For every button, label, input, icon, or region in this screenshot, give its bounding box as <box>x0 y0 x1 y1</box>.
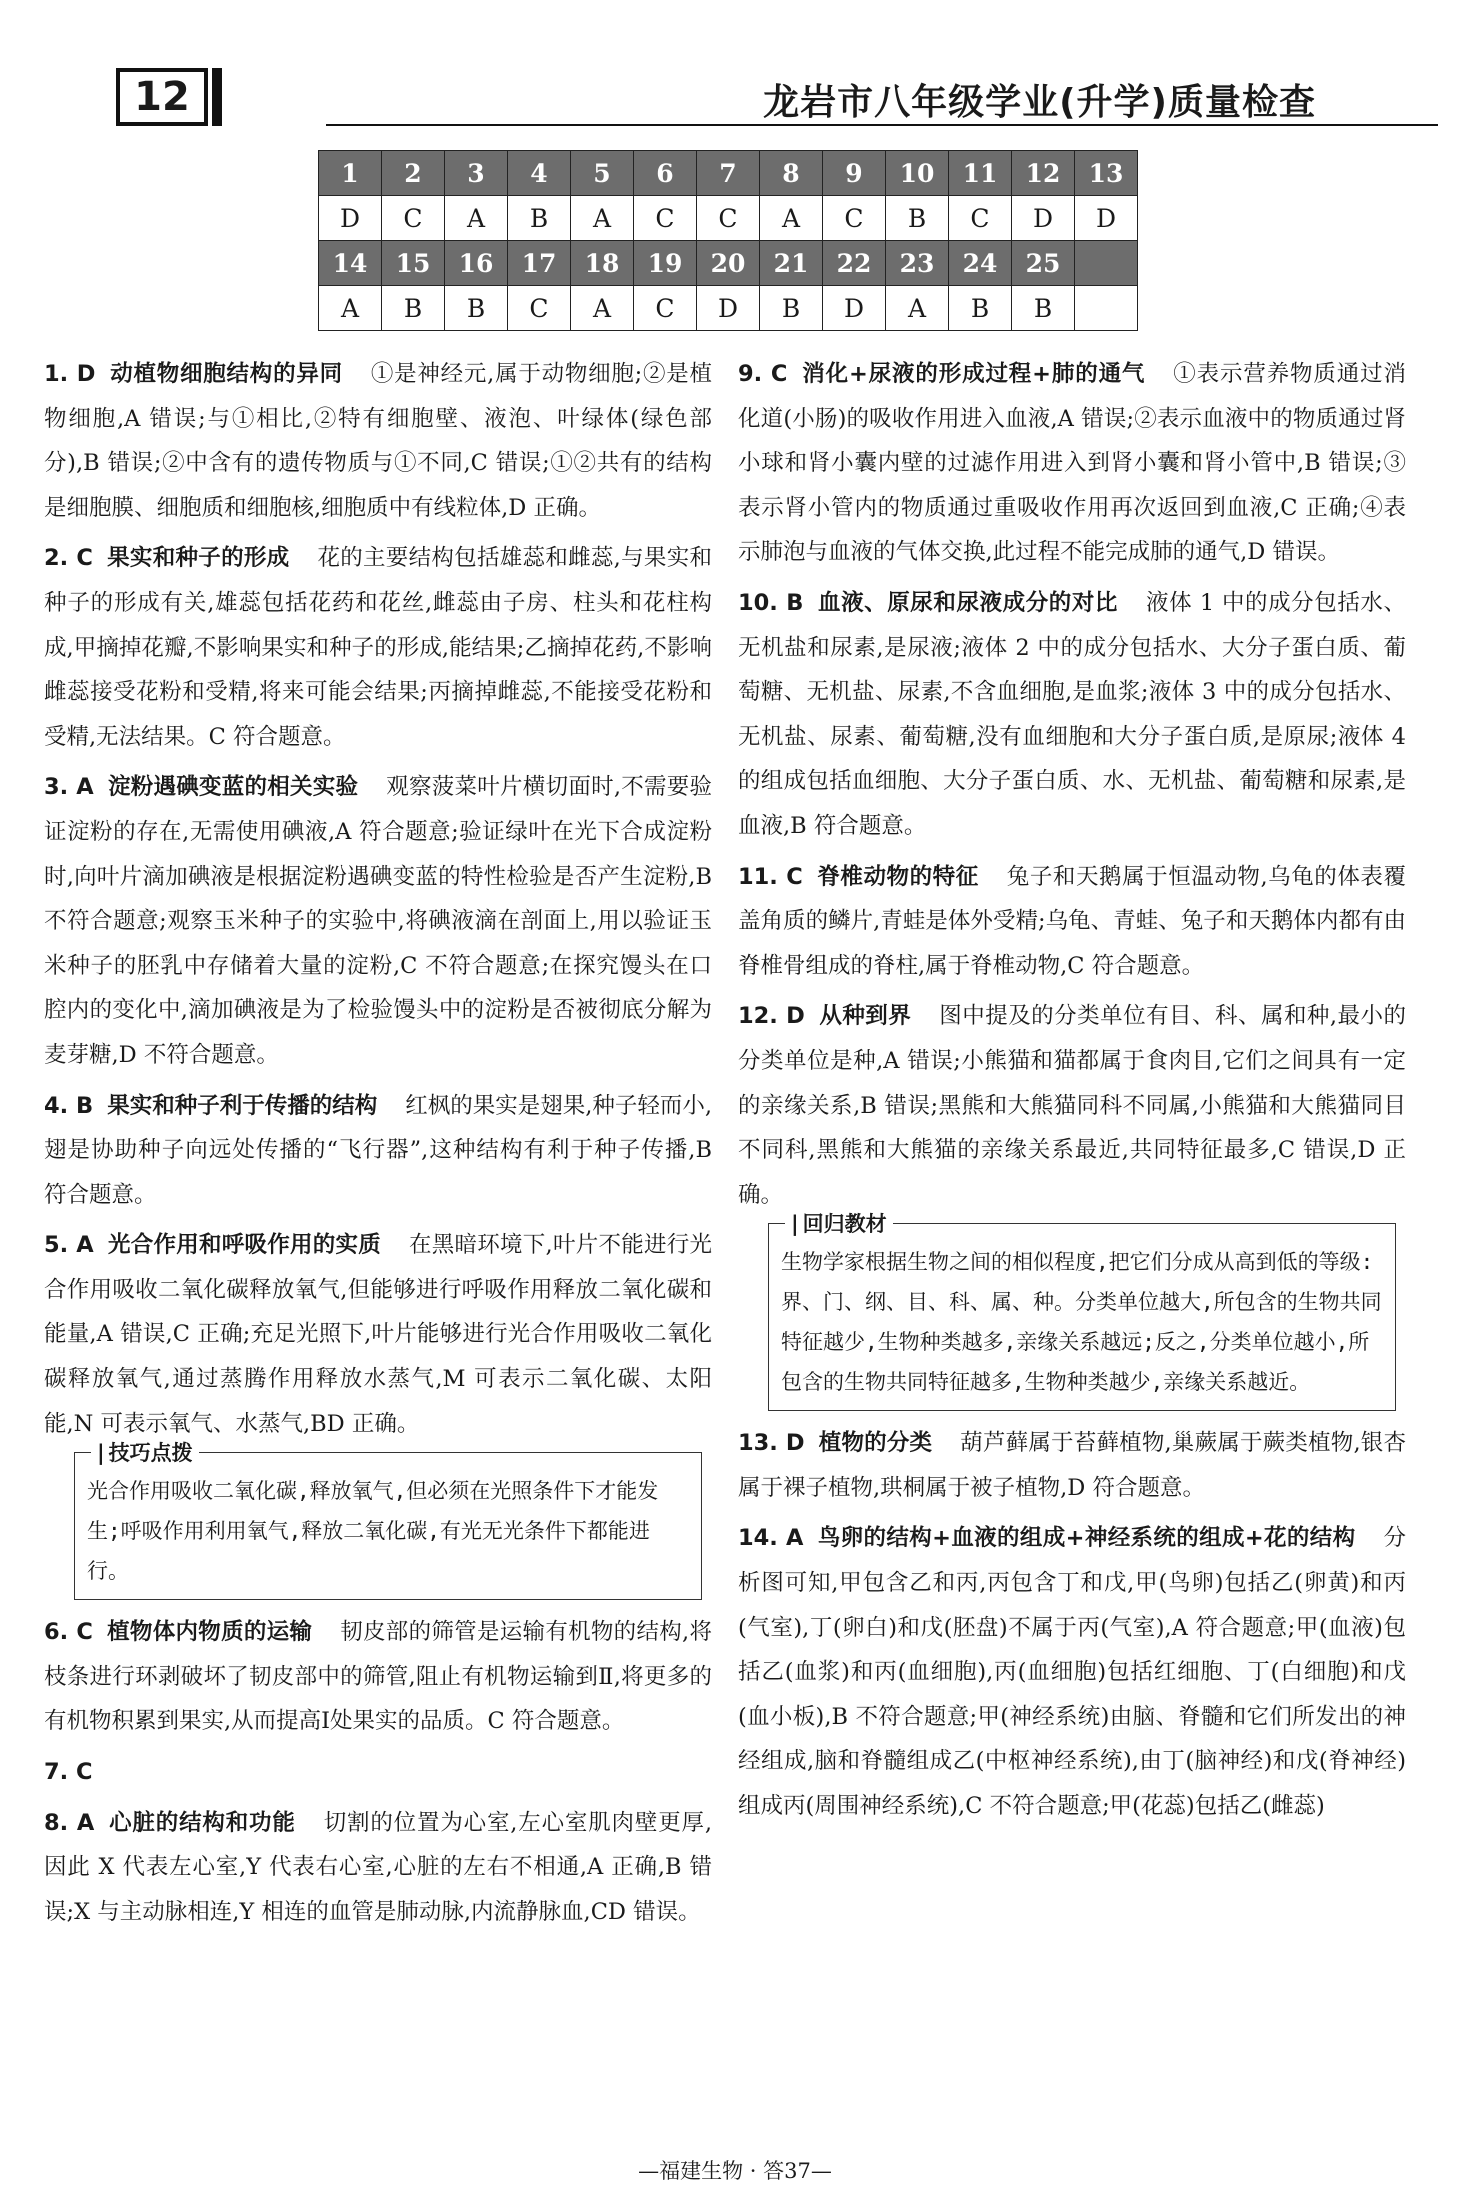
answer-cell: 6 <box>634 151 697 196</box>
answer-cell: 22 <box>823 241 886 286</box>
box-text: 生物学家根据生物之间的相似程度,把它们分成从高到低的等级:界、门、纲、目、科、属、种。分类单位越大,所包含的生物共同特征越少,生物种类越多,亲缘关系越远;反之,分类单位越小,所包含的生物共同特征越多,生物种类越少,亲缘关系越近。 <box>781 1250 1382 1395</box>
answer-explanation <box>738 994 1406 1217</box>
question-number: 4. B <box>44 1092 94 1119</box>
answer-cell: B <box>1012 286 1075 331</box>
knowledge-point: 血液、原尿和尿液成分的对比 <box>817 589 1119 616</box>
answer-cell: 7 <box>697 151 760 196</box>
question-number: 10. B <box>738 589 804 616</box>
answer-cell: 25 <box>1012 241 1075 286</box>
question-number: 13. D <box>738 1430 805 1457</box>
answer-cell: 12 <box>1012 151 1075 196</box>
section-number-bar <box>212 68 222 126</box>
box-title: | 技巧点拨 <box>91 1437 199 1467</box>
answer-cell: 17 <box>508 241 571 286</box>
tip-box <box>74 1441 702 1600</box>
question-number: 14. A <box>738 1525 804 1552</box>
right-column <box>738 352 1406 1835</box>
knowledge-point: 心脏的结构和功能 <box>108 1809 296 1836</box>
answer-cell: D <box>1012 196 1075 241</box>
answer-cell: C <box>634 196 697 241</box>
answer-row-numbers-2 <box>319 241 1138 286</box>
answer-cell: C <box>697 196 760 241</box>
answer-explanation <box>44 1750 712 1795</box>
answer-cell: 15 <box>382 241 445 286</box>
answer-explanation <box>738 1516 1406 1828</box>
header-rule <box>326 124 1438 126</box>
knowledge-point: 光合作用和呼吸作用的实质 <box>107 1232 382 1259</box>
answer-cell: A <box>571 286 634 331</box>
box-title: | 回归教材 <box>785 1208 893 1238</box>
knowledge-point: 植物体内物质的运输 <box>106 1619 313 1646</box>
question-number: 12. D <box>738 1003 805 1030</box>
question-number: 2. C <box>44 545 93 572</box>
answer-cell: A <box>760 196 823 241</box>
answer-cell: B <box>886 196 949 241</box>
explanation-text: ①表示营养物质通过消化道(小肠)的吸收作用进入血液,A 错误;②表示血液中的物质通过肾小球和肾小囊内壁的过滤作用进入到肾小囊和肾小管中,B 错误;③表示肾小管内的物质通过重吸收作用再次返回到血液,C 正确;④表示肺泡与血液的气体交换,此过程不能完成肺的通气,D 错误。 <box>738 361 1406 566</box>
answer-cell <box>1075 286 1138 331</box>
answer-cell: 20 <box>697 241 760 286</box>
question-number: 9. C <box>738 361 788 387</box>
answer-explanation <box>44 1223 712 1446</box>
answer-cell: 18 <box>571 241 634 286</box>
answer-explanation <box>44 765 712 1077</box>
answer-cell: B <box>508 196 571 241</box>
answer-cell: 8 <box>760 151 823 196</box>
answer-cell: A <box>886 286 949 331</box>
answer-explanation <box>738 352 1406 575</box>
answer-row-answers-1 <box>319 196 1138 241</box>
explanation-text: 分析图可知,甲包含乙和丙,丙包含丁和戊,甲(鸟卵)包括乙(卵黄)和丙(气室),丁(卵白)和戊(胚盘)不属于丙(气室),A 符合题意;甲(血液)包括乙(血浆)和丙(血细胞),丙(血细胞)包括红细胞、丁(白细胞)和戊(血小板),B 不符合题意;甲(神经系统)由脑、脊髓和它们所发出的神经组成,脑和脊髓组成乙(中枢神经系统),由丁(脑神经)和戊(脊神经)组成丙(周围神经系统),C 不符合题意;甲(花蕊)包括乙(雌蕊) <box>738 1525 1406 1820</box>
answer-cell: B <box>382 286 445 331</box>
answer-table <box>318 150 1138 331</box>
section-number: 12 <box>134 74 190 120</box>
answer-cell: 24 <box>949 241 1012 286</box>
answer-cell: D <box>1075 196 1138 241</box>
answer-explanation <box>44 1801 712 1935</box>
answer-cell: A <box>571 196 634 241</box>
answer-cell: 1 <box>319 151 382 196</box>
answer-explanation <box>738 581 1406 849</box>
knowledge-point: 果实和种子利于传播的结构 <box>107 1092 378 1119</box>
answer-explanation <box>738 1421 1406 1510</box>
explanation-text: 韧皮部的筛管是运输有机物的结构,将枝条进行环剥破坏了韧皮部中的筛管,阻止有机物运输到Ⅱ,将更多的有机物积累到果实,从而提高Ⅰ处果实的品质。C 符合题意。 <box>44 1619 712 1735</box>
answer-cell: 13 <box>1075 151 1138 196</box>
section-number-box <box>116 68 208 126</box>
knowledge-point: 动植物细胞结构的异同 <box>109 361 343 387</box>
explanation-text: 观察菠菜叶片横切面时,不需要验证淀粉的存在,无需使用碘液,A 符合题意;验证绿叶在光下合成淀粉时,向叶片滴加碘液是根据淀粉遇碘变蓝的特性检验是否产生淀粉,B 不符合题意;观察玉米种子的实验中,将碘液滴在剖面上,用以验证玉米种子的胚乳中存储着大量的淀粉,C 不符合题意;在探究馒头在口腔内的变化中,滴加碘液是为了检验馒头中的淀粉是否被彻底分解为麦芽糖,D 不符合题意。 <box>44 774 712 1068</box>
explanation-text: 图中提及的分类单位有目、科、属和种,最小的分类单位是种,A 错误;小熊猫和猫都属于食肉目,它们之间具有一定的亲缘关系,B 错误;黑熊和大熊猫同科不同属,小熊猫和大熊猫同目不同科,黑熊和大熊猫的亲缘关系最近,共同特征最多,C 错误,D 正确。 <box>738 1003 1406 1208</box>
answer-explanation <box>44 1084 712 1218</box>
box-text: 光合作用吸收二氧化碳,释放氧气,但必须在光照条件下才能发生;呼吸作用利用氧气,释放二氧化碳,有光无光条件下都能进行。 <box>87 1479 659 1584</box>
answer-cell: A <box>445 196 508 241</box>
answer-cell: A <box>319 286 382 331</box>
question-number: 7. C <box>44 1759 93 1786</box>
page-footer: —福建生物 · 答37— <box>638 2159 832 2183</box>
answer-explanation <box>738 855 1406 989</box>
explanation-text: 红枫的果实是翅果,种子轻而小,翅是协助种子向远处传播的“飞行器”,这种结构有利于种子传播,B 符合题意。 <box>44 1092 713 1208</box>
answer-cell: C <box>382 196 445 241</box>
knowledge-point: 鸟卵的结构+血液的组成+神经系统的组成+花的结构 <box>817 1525 1356 1552</box>
explanation-text: 切割的位置为心室,左心室肌肉壁更厚,因此 X 代表左心室,Y 代表右心室,心脏的左右不相通,A 正确,B 错误;X 与主动脉相连,Y 相连的血管是肺动脉,内流静脉血,CD 错误。 <box>44 1809 712 1925</box>
review-box <box>768 1212 1396 1411</box>
explanation-text: 液体 1 中的成分包括水、无机盐和尿素,是尿液;液体 2 中的成分包括水、大分子蛋白质、葡萄糖、无机盐、尿素,不含血细胞,是血浆;液体 3 中的成分包括水、无机盐、尿素、葡萄糖,没有血细胞和大分子蛋白质,是原尿;液体 4 的组成包括血细胞、大分子蛋白质、水、无机盐、葡萄糖和尿素,是血液,B 符合题意。 <box>738 589 1406 839</box>
page-header <box>116 68 1316 126</box>
answer-cell: 5 <box>571 151 634 196</box>
explanation-text: ①是神经元,属于动物细胞;②是植物细胞,A 错误;与①相比,②特有细胞壁、液泡、叶绿体(绿色部分),B 错误;②中含有的遗传物质与①不同,C 错误;①②共有的结构是细胞膜、细胞质和细胞核,细胞质中有线粒体,D 正确。 <box>44 361 712 521</box>
question-number: 3. A <box>44 774 94 801</box>
answer-row-numbers-1 <box>319 151 1138 196</box>
question-number: 5. A <box>44 1232 94 1259</box>
explanation-text: 葫芦藓属于苔藓植物,巢蕨属于蕨类植物,银杏属于裸子植物,珙桐属于被子植物,D 符合题意。 <box>738 1430 1406 1501</box>
knowledge-point: 消化+尿液的形成过程+肺的通气 <box>801 361 1146 387</box>
answer-cell: B <box>949 286 1012 331</box>
answer-cell: D <box>697 286 760 331</box>
explanation-text: 花的主要结构包括雄蕊和雌蕊,与果实和种子的形成有关,雄蕊包括花药和花丝,雌蕊由子房、柱头和花柱构成,甲摘掉花瓣,不影响果实和种子的形成,能结果;乙摘掉花药,不影响雌蕊接受花粉和受精,将来可能会结果;丙摘掉雌蕊,不能接受花粉和受精,无法结果。C 符合题意。 <box>44 545 712 750</box>
answer-cell: 4 <box>508 151 571 196</box>
answer-cell: 19 <box>634 241 697 286</box>
answer-cell: 23 <box>886 241 949 286</box>
knowledge-point: 从种到界 <box>818 1003 912 1030</box>
question-number: 6. C <box>44 1619 93 1646</box>
answer-explanation <box>44 536 712 759</box>
knowledge-point: 淀粉遇碘变蓝的相关实验 <box>107 774 359 801</box>
question-number: 1. D <box>44 361 96 387</box>
knowledge-point: 脊椎动物的特征 <box>816 863 979 890</box>
page-title: 龙岩市八年级学业(升学)质量检查 <box>763 82 1316 123</box>
knowledge-point: 果实和种子的形成 <box>106 545 290 572</box>
answer-cell: B <box>760 286 823 331</box>
answer-cell: 9 <box>823 151 886 196</box>
answer-cell: C <box>949 196 1012 241</box>
answer-explanation <box>44 1610 712 1744</box>
left-column <box>44 352 712 1940</box>
explanation-text: 在黑暗环境下,叶片不能进行光合作用吸收二氧化碳释放氧气,但能够进行呼吸作用释放二氧化碳和能量,A 错误,C 正确;充足光照下,叶片能够进行光合作用吸收二氧化碳释放氧气,通过蒸腾作用释放水蒸气,M 可表示二氧化碳、太阳能,N 可表示氧气、水蒸气,BD 正确。 <box>44 1232 712 1437</box>
answer-explanation <box>44 352 712 530</box>
answer-cell: 2 <box>382 151 445 196</box>
answer-cell <box>1075 241 1138 286</box>
answer-cell: 10 <box>886 151 949 196</box>
answer-cell: C <box>508 286 571 331</box>
answer-row-answers-2 <box>319 286 1138 331</box>
answer-cell: 11 <box>949 151 1012 196</box>
answer-cell: B <box>445 286 508 331</box>
question-number: 11. C <box>738 863 803 890</box>
answer-cell: 3 <box>445 151 508 196</box>
answer-cell: C <box>823 196 886 241</box>
answer-cell: D <box>823 286 886 331</box>
answer-cell: 21 <box>760 241 823 286</box>
answer-cell: D <box>319 196 382 241</box>
answer-cell: C <box>634 286 697 331</box>
answer-cell: 14 <box>319 241 382 286</box>
question-number: 8. A <box>44 1809 95 1836</box>
explanation-text: 兔子和天鹅属于恒温动物,乌龟的体表覆盖角质的鳞片,青蛙是体外受精;乌龟、青蛙、兔子和天鹅体内都有由脊椎骨组成的脊柱,属于脊椎动物,C 符合题意。 <box>738 863 1406 979</box>
knowledge-point: 植物的分类 <box>818 1430 933 1457</box>
answer-cell: 16 <box>445 241 508 286</box>
